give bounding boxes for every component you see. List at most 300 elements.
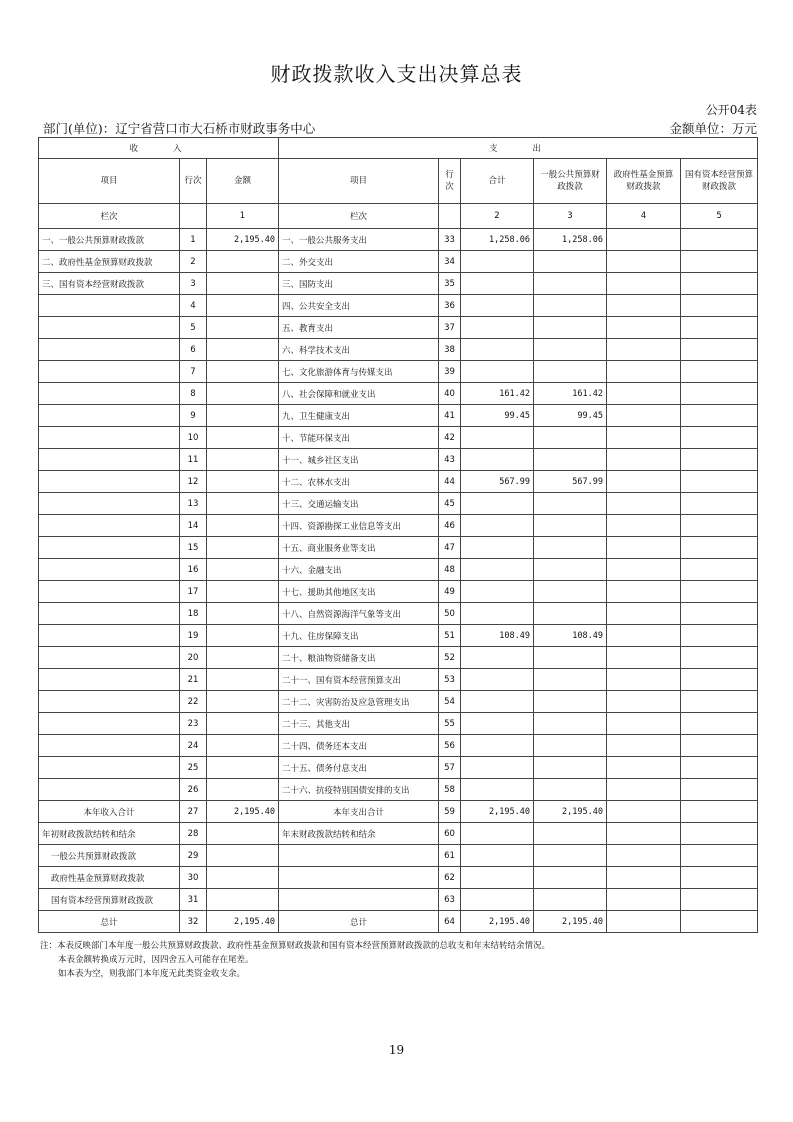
expense-item-cell: 年末财政拨款结转和结余 [279, 823, 439, 845]
income-row-no-cell: 9 [180, 405, 207, 427]
expense-row-no-cell: 49 [439, 581, 461, 603]
table-row [39, 801, 758, 823]
income-amount-cell [207, 625, 279, 647]
total-amount-cell [461, 537, 534, 559]
fund-budget-cell [607, 911, 681, 933]
income-item-cell: 一、一般公共预算财政拨款 [39, 229, 180, 251]
income-amount-cell [207, 845, 279, 867]
general-budget-cell [534, 295, 607, 317]
table-row [39, 845, 758, 867]
income-amount-cell [207, 889, 279, 911]
state-capital-cell [681, 625, 758, 647]
col-header-state-capital: 国有资本经营预算财政拨款 [681, 159, 758, 204]
income-row-no-cell: 31 [180, 889, 207, 911]
table-row [39, 339, 758, 361]
fund-budget-cell [607, 427, 681, 449]
lane-number: 2 [461, 204, 534, 229]
lane-number: 3 [534, 204, 607, 229]
fund-budget-cell [607, 251, 681, 273]
income-item-cell [39, 713, 180, 735]
budget-table [38, 137, 758, 933]
fund-budget-cell [607, 713, 681, 735]
table-row [39, 779, 758, 801]
income-row-no-cell: 32 [180, 911, 207, 933]
income-amount-cell [207, 427, 279, 449]
general-budget-cell [534, 581, 607, 603]
table-row [39, 229, 758, 251]
table-row [39, 493, 758, 515]
total-amount-cell [461, 361, 534, 383]
expense-item-cell: 二十四、债务还本支出 [279, 735, 439, 757]
expense-section-header: 支 出 [279, 138, 758, 159]
col-header-row-no: 行次 [439, 159, 461, 204]
lane-label: 栏次 [39, 204, 180, 229]
income-item-cell: 年初财政拨款结转和结余 [39, 823, 180, 845]
state-capital-cell [681, 449, 758, 471]
fund-budget-cell [607, 889, 681, 911]
table-row [39, 295, 758, 317]
fund-budget-cell [607, 317, 681, 339]
fund-budget-cell [607, 581, 681, 603]
income-row-no-cell: 4 [180, 295, 207, 317]
income-item-cell [39, 669, 180, 691]
income-row-no-cell: 26 [180, 779, 207, 801]
col-header-item: 项目 [39, 159, 180, 204]
total-amount-cell [461, 317, 534, 339]
general-budget-cell [534, 449, 607, 471]
lane-label: 栏次 [279, 204, 439, 229]
fund-budget-cell [607, 405, 681, 427]
expense-item-cell: 本年支出合计 [279, 801, 439, 823]
income-item-cell [39, 559, 180, 581]
fund-budget-cell [607, 273, 681, 295]
footnote: 注：本表反映部门本年度一般公共预算财政拨款、政府性基金预算财政拨款和国有资本经营预算财政拨款的总收支和年末结转结余情况。 [40, 941, 551, 951]
total-amount-cell [461, 427, 534, 449]
state-capital-cell [681, 867, 758, 889]
income-item-cell: 国有资本经营预算财政拨款 [39, 889, 180, 911]
total-amount-cell [461, 779, 534, 801]
income-item-cell [39, 471, 180, 493]
fund-budget-cell [607, 537, 681, 559]
state-capital-cell [681, 251, 758, 273]
expense-row-no-cell: 57 [439, 757, 461, 779]
col-header-total: 合计 [461, 159, 534, 204]
col-header-general-budget: 一般公共预算财政拨款 [534, 159, 607, 204]
total-amount-cell [461, 603, 534, 625]
expense-item-cell: 五、教育支出 [279, 317, 439, 339]
expense-item-cell: 四、公共安全支出 [279, 295, 439, 317]
table-row [39, 383, 758, 405]
income-item-cell [39, 537, 180, 559]
state-capital-cell [681, 317, 758, 339]
table-row [39, 273, 758, 295]
total-amount-cell [461, 823, 534, 845]
total-amount-cell [461, 559, 534, 581]
income-amount-cell [207, 317, 279, 339]
income-item-cell: 三、国有资本经营财政拨款 [39, 273, 180, 295]
income-row-no-cell: 25 [180, 757, 207, 779]
income-item-cell: 一般公共预算财政拨款 [39, 845, 180, 867]
expense-row-no-cell: 54 [439, 691, 461, 713]
income-amount-cell [207, 823, 279, 845]
income-amount-cell [207, 361, 279, 383]
income-row-no-cell: 15 [180, 537, 207, 559]
expense-row-no-cell: 55 [439, 713, 461, 735]
expense-item-cell [279, 845, 439, 867]
income-row-no-cell: 16 [180, 559, 207, 581]
expense-row-no-cell: 38 [439, 339, 461, 361]
state-capital-cell [681, 669, 758, 691]
fund-budget-cell [607, 691, 681, 713]
table-row [39, 405, 758, 427]
income-amount-cell [207, 339, 279, 361]
general-budget-cell [534, 317, 607, 339]
income-amount-cell [207, 757, 279, 779]
total-amount-cell [461, 273, 534, 295]
income-item-cell: 本年收入合计 [39, 801, 180, 823]
expense-row-no-cell: 39 [439, 361, 461, 383]
table-row [39, 911, 758, 933]
total-amount-cell: 161.42 [461, 383, 534, 405]
page-title: 财政拨款收入支出决算总表 [270, 62, 523, 86]
expense-item-cell: 二十一、国有资本经营预算支出 [279, 669, 439, 691]
state-capital-cell [681, 295, 758, 317]
total-amount-cell [461, 757, 534, 779]
col-header-row-no: 行次 [180, 159, 207, 204]
income-amount-cell [207, 295, 279, 317]
expense-item-cell: 十三、交通运输支出 [279, 493, 439, 515]
general-budget-cell [534, 691, 607, 713]
income-item-cell [39, 383, 180, 405]
expense-row-no-cell: 45 [439, 493, 461, 515]
state-capital-cell [681, 713, 758, 735]
income-item-cell [39, 757, 180, 779]
income-amount-cell: 2,195.40 [207, 801, 279, 823]
total-amount-cell: 2,195.40 [461, 801, 534, 823]
general-budget-cell [534, 537, 607, 559]
general-budget-cell [534, 251, 607, 273]
table-row [39, 691, 758, 713]
income-row-no-cell: 17 [180, 581, 207, 603]
income-amount-cell [207, 581, 279, 603]
state-capital-cell [681, 911, 758, 933]
table-row [39, 471, 758, 493]
lane-number: 4 [607, 204, 681, 229]
state-capital-cell [681, 229, 758, 251]
income-row-no-cell: 13 [180, 493, 207, 515]
general-budget-cell: 161.42 [534, 383, 607, 405]
expense-item-cell: 十七、援助其他地区支出 [279, 581, 439, 603]
expense-item-cell: 二十五、债务付息支出 [279, 757, 439, 779]
income-row-no-cell: 3 [180, 273, 207, 295]
expense-item-cell: 二十、粮油物资储备支出 [279, 647, 439, 669]
expense-row-no-cell: 59 [439, 801, 461, 823]
expense-row-no-cell: 56 [439, 735, 461, 757]
col-header-item: 项目 [279, 159, 439, 204]
income-amount-cell [207, 867, 279, 889]
income-item-cell [39, 427, 180, 449]
income-row-no-cell: 6 [180, 339, 207, 361]
income-row-no-cell: 22 [180, 691, 207, 713]
table-row [39, 823, 758, 845]
expense-item-cell: 六、科学技术支出 [279, 339, 439, 361]
income-amount-cell [207, 383, 279, 405]
general-budget-cell [534, 647, 607, 669]
general-budget-cell [534, 361, 607, 383]
general-budget-cell [534, 427, 607, 449]
fund-budget-cell [607, 625, 681, 647]
general-budget-cell [534, 273, 607, 295]
income-row-no-cell: 11 [180, 449, 207, 471]
expense-row-no-cell: 36 [439, 295, 461, 317]
expense-row-no-cell: 50 [439, 603, 461, 625]
expense-row-no-cell: 60 [439, 823, 461, 845]
income-section-header: 收 入 [39, 138, 279, 159]
income-amount-cell [207, 669, 279, 691]
unit-label: 金额单位：万元 [669, 121, 757, 136]
expense-row-no-cell: 62 [439, 867, 461, 889]
general-budget-cell [534, 779, 607, 801]
income-row-no-cell: 21 [180, 669, 207, 691]
general-budget-cell [534, 603, 607, 625]
income-item-cell [39, 581, 180, 603]
state-capital-cell [681, 383, 758, 405]
fund-budget-cell [607, 229, 681, 251]
state-capital-cell [681, 339, 758, 361]
state-capital-cell [681, 757, 758, 779]
state-capital-cell [681, 273, 758, 295]
expense-item-cell: 十二、农林水支出 [279, 471, 439, 493]
general-budget-cell [534, 735, 607, 757]
income-item-cell [39, 317, 180, 339]
fund-budget-cell [607, 559, 681, 581]
table-row [39, 647, 758, 669]
expense-item-cell: 十八、自然资源海洋气象等支出 [279, 603, 439, 625]
income-row-no-cell: 5 [180, 317, 207, 339]
expense-row-no-cell: 37 [439, 317, 461, 339]
expense-item-cell [279, 867, 439, 889]
table-row [39, 713, 758, 735]
expense-item-cell: 十九、住房保障支出 [279, 625, 439, 647]
income-amount-cell [207, 537, 279, 559]
income-row-no-cell: 14 [180, 515, 207, 537]
income-item-cell [39, 515, 180, 537]
total-amount-cell [461, 845, 534, 867]
state-capital-cell [681, 603, 758, 625]
expense-item-cell: 十六、金融支出 [279, 559, 439, 581]
income-item-cell [39, 493, 180, 515]
income-item-cell [39, 339, 180, 361]
state-capital-cell [681, 559, 758, 581]
expense-row-no-cell: 53 [439, 669, 461, 691]
expense-row-no-cell: 41 [439, 405, 461, 427]
general-budget-cell [534, 559, 607, 581]
table-row [39, 867, 758, 889]
expense-item-cell: 十、节能环保支出 [279, 427, 439, 449]
income-amount-cell [207, 713, 279, 735]
general-budget-cell [534, 515, 607, 537]
expense-row-no-cell: 51 [439, 625, 461, 647]
income-amount-cell [207, 493, 279, 515]
general-budget-cell: 567.99 [534, 471, 607, 493]
general-budget-cell: 2,195.40 [534, 801, 607, 823]
fund-budget-cell [607, 603, 681, 625]
total-amount-cell [461, 449, 534, 471]
total-amount-cell [461, 515, 534, 537]
total-amount-cell [461, 735, 534, 757]
general-budget-cell [534, 889, 607, 911]
expense-row-no-cell: 61 [439, 845, 461, 867]
total-amount-cell [461, 493, 534, 515]
income-row-no-cell: 29 [180, 845, 207, 867]
general-budget-cell: 108.49 [534, 625, 607, 647]
expense-item-cell: 八、社会保障和就业支出 [279, 383, 439, 405]
table-row [39, 317, 758, 339]
table-row [39, 449, 758, 471]
income-amount-cell [207, 647, 279, 669]
total-amount-cell [461, 295, 534, 317]
fund-budget-cell [607, 295, 681, 317]
state-capital-cell [681, 537, 758, 559]
income-amount-cell: 2,195.40 [207, 911, 279, 933]
income-row-no-cell: 27 [180, 801, 207, 823]
total-amount-cell [461, 669, 534, 691]
expense-item-cell: 十一、城乡社区支出 [279, 449, 439, 471]
general-budget-cell [534, 713, 607, 735]
fund-budget-cell [607, 493, 681, 515]
table-row [39, 251, 758, 273]
total-amount-cell [461, 251, 534, 273]
income-amount-cell [207, 405, 279, 427]
expense-item-cell: 三、国防支出 [279, 273, 439, 295]
expense-row-no-cell: 33 [439, 229, 461, 251]
income-row-no-cell: 7 [180, 361, 207, 383]
expense-item-cell [279, 889, 439, 911]
expense-item-cell: 十四、资源勘探工业信息等支出 [279, 515, 439, 537]
expense-item-cell: 二十六、抗疫特别国债安排的支出 [279, 779, 439, 801]
expense-row-no-cell: 58 [439, 779, 461, 801]
total-amount-cell: 2,195.40 [461, 911, 534, 933]
general-budget-cell [534, 757, 607, 779]
expense-row-no-cell: 43 [439, 449, 461, 471]
expense-row-no-cell: 42 [439, 427, 461, 449]
state-capital-cell [681, 471, 758, 493]
state-capital-cell [681, 801, 758, 823]
lane-empty [180, 204, 207, 229]
state-capital-cell [681, 493, 758, 515]
income-amount-cell [207, 779, 279, 801]
state-capital-cell [681, 845, 758, 867]
fund-budget-cell [607, 339, 681, 361]
income-row-no-cell: 30 [180, 867, 207, 889]
fund-budget-cell [607, 801, 681, 823]
expense-item-cell: 二十二、灾害防治及应急管理支出 [279, 691, 439, 713]
income-amount-cell [207, 559, 279, 581]
footnotes [40, 939, 550, 981]
form-number: 公开04表 [705, 103, 757, 117]
footnote: 如本表为空，则我部门本年度无此类资金收支余。 [58, 969, 246, 979]
general-budget-cell: 2,195.40 [534, 911, 607, 933]
state-capital-cell [681, 405, 758, 427]
page-number: 19 [388, 1043, 405, 1057]
income-row-no-cell: 23 [180, 713, 207, 735]
fund-budget-cell [607, 361, 681, 383]
income-item-cell [39, 647, 180, 669]
table-row [39, 427, 758, 449]
expense-row-no-cell: 44 [439, 471, 461, 493]
lane-number: 1 [207, 204, 279, 229]
table-row [39, 603, 758, 625]
expense-row-no-cell: 64 [439, 911, 461, 933]
fund-budget-cell [607, 647, 681, 669]
income-amount-cell [207, 471, 279, 493]
state-capital-cell [681, 691, 758, 713]
fund-budget-cell [607, 471, 681, 493]
income-amount-cell: 2,195.40 [207, 229, 279, 251]
expense-item-cell: 一、一般公共服务支出 [279, 229, 439, 251]
income-item-cell [39, 603, 180, 625]
state-capital-cell [681, 823, 758, 845]
fund-budget-cell [607, 845, 681, 867]
expense-item-cell: 二十三、其他支出 [279, 713, 439, 735]
lane-number: 5 [681, 204, 758, 229]
footnote: 本表金额转换成万元时，因四舍五入可能存在尾差。 [58, 955, 254, 965]
total-amount-cell [461, 581, 534, 603]
income-row-no-cell: 10 [180, 427, 207, 449]
income-row-no-cell: 12 [180, 471, 207, 493]
state-capital-cell [681, 735, 758, 757]
state-capital-cell [681, 647, 758, 669]
general-budget-cell [534, 845, 607, 867]
expense-row-no-cell: 47 [439, 537, 461, 559]
fund-budget-cell [607, 383, 681, 405]
total-amount-cell: 108.49 [461, 625, 534, 647]
income-item-cell: 二、政府性基金预算财政拨款 [39, 251, 180, 273]
income-amount-cell [207, 251, 279, 273]
total-amount-cell [461, 691, 534, 713]
expense-row-no-cell: 34 [439, 251, 461, 273]
table-row [39, 625, 758, 647]
expense-row-no-cell: 63 [439, 889, 461, 911]
department-label: 部门(单位)：辽宁省营口市大石桥市财政事务中心 [43, 121, 316, 136]
total-amount-cell [461, 339, 534, 361]
fund-budget-cell [607, 515, 681, 537]
income-item-cell: 政府性基金预算财政拨款 [39, 867, 180, 889]
expense-row-no-cell: 35 [439, 273, 461, 295]
income-row-no-cell: 18 [180, 603, 207, 625]
fund-budget-cell [607, 449, 681, 471]
income-item-cell [39, 449, 180, 471]
general-budget-cell [534, 867, 607, 889]
income-amount-cell [207, 515, 279, 537]
table-row [39, 889, 758, 911]
table-row [39, 581, 758, 603]
expense-row-no-cell: 48 [439, 559, 461, 581]
income-row-no-cell: 8 [180, 383, 207, 405]
income-item-cell: 总计 [39, 911, 180, 933]
expense-item-cell: 二、外交支出 [279, 251, 439, 273]
total-amount-cell: 1,258.06 [461, 229, 534, 251]
fund-budget-cell [607, 779, 681, 801]
income-item-cell [39, 779, 180, 801]
total-amount-cell [461, 713, 534, 735]
general-budget-cell [534, 339, 607, 361]
col-header-fund-budget: 政府性基金预算财政拨款 [607, 159, 681, 204]
income-item-cell [39, 295, 180, 317]
total-amount-cell: 99.45 [461, 405, 534, 427]
total-amount-cell: 567.99 [461, 471, 534, 493]
expense-item-cell: 七、文化旅游体育与传媒支出 [279, 361, 439, 383]
